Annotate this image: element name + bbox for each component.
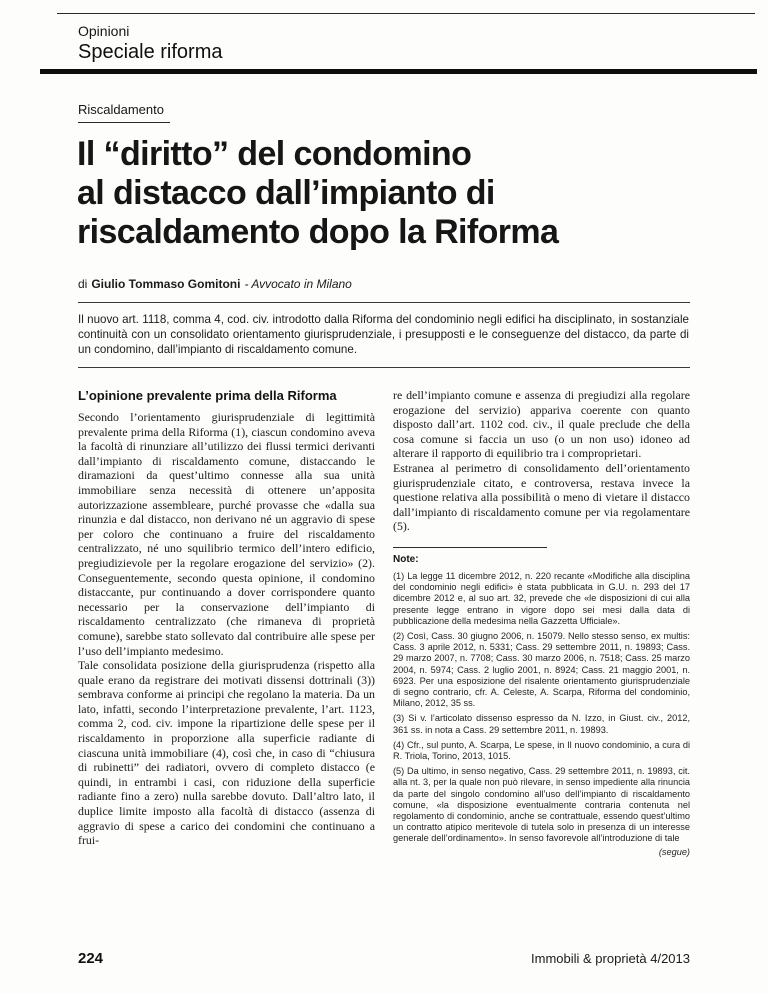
series-title: Speciale riforma [78, 41, 223, 63]
footnote-1: (1) La legge 11 dicembre 2012, n. 220 recante «Modifiche alla disciplina del condominio negli edifici» è stata pubblicata in G.U. n. 293 del 17 dicembre 2012 e, al suo art. 32, prevede che «le disposizioni di cui alla presente legge entrano in vigore dopo sei mesi dalla data di pubblicazione della medesima nella Gazzetta Ufficiale». [393, 570, 690, 626]
page-footer [78, 950, 690, 967]
notes-label: Note: [393, 553, 419, 565]
top-rule [57, 13, 755, 14]
left-column [78, 388, 375, 944]
right-column [393, 388, 690, 944]
page-number: 224 [78, 950, 104, 967]
footnote-4: (4) Cfr., sul punto, A. Scarpa, Le spese, in Il nuovo condominio, a cura di R. Triola, Torino, 2013, 1015. [393, 739, 690, 761]
article-abstract: Il nuovo art. 1118, comma 4, cod. civ. introdotto dalla Riforma del condominio negli edifici ha disciplinato, in sostanziale continuità con un consolidato orientamento giurisprudenziale, i presupposti e le conseguenze del distacco, da parte di un condomino, dall’impianto di riscaldamento comune. [78, 302, 690, 368]
notes-divider [393, 547, 547, 548]
section-kicker: Opinioni [78, 23, 130, 39]
footnote-2: (2) Così, Cass. 30 giugno 2006, n. 15079. Nello stesso senso, ex multis: Cass. 3 aprile 2012, n. 5331; Cass. 29 settembre 2011, n. 19893; Cass. 29 marzo 2007, n. 7708; Cass. 30 marzo 2006, n. 7518; Cass. 25 marzo 2004, n. 5974; Cass. 2 luglio 2001, n. 8924; Cass. 21 maggio 2001, n. 6923. Per una esposizione del risalente orientamento giurisprudenziale di segno contrario, cfr. A. Celeste, A. Scarpa, Riforma del condominio, Milano, 2012, 35 ss. [393, 630, 690, 709]
article-title-line-1: Il “diritto” del condomino [77, 135, 472, 173]
body-paragraph: Tale consolidata posizione della giurisprudenza (rispetto alla quale erano da registrare dei motivati dissensi dottrinali (3)) sembrava conforme ai principi che regolano la materia. Da un lato, infatti, secondo l’interpretazione prevalente, l’art. 1123, comma 2, cod. civ. impone la ripartizione delle spese per il riscaldamento in proporzione alla superficie radiante di ciascuna unità immobiliare (4), così che, in caso di “chiusura di rubinetti” dei radiatori, ovvero di completo distacco (e quindi, in entrambi i casi, con riduzione della superficie radiante fino a zero) nulla sarebbe dovuto. Dall’altro lato, il duplice limite imposto alla facoltà di distacco (assenza di aggravio di spese a carico dei condomini che continuano a frui- [78, 658, 375, 848]
byline [78, 277, 352, 291]
header-divider [40, 69, 757, 74]
footnote-3: (3) Si v. l’articolato dissenso espresso da N. Izzo, in Giust. civ., 2012, 361 ss. in nota a Cass. 29 settembre 2011, n. 19893. [393, 713, 690, 735]
note-continuation-marker: (segue) [658, 846, 690, 857]
body-heading: L’opinione prevalente prima della Riforma [78, 388, 337, 403]
byline-prefix: di [78, 277, 88, 291]
article-body [78, 388, 690, 944]
article-title [77, 135, 697, 252]
topic-label: Riscaldamento [78, 102, 170, 123]
journal-name: Immobili & proprietà 4/2013 [531, 951, 690, 966]
footnote-5: (5) Da ultimo, in senso negativo, Cass. 29 settembre 2011, n. 19893, cit. alla nt. 3, per la quale non può rilevare, in senso impediente alla rinuncia da parte del singolo condomino all’uso dell’impianto di riscaldamento comune, «la disposizione eventualmente contraria contenuta nel regolamento di condominio, anche se contrattuale, essendo quest’ultimo un contratto atipico meritevole di tutela solo in presenza di un interesse generale dell’ordinamento». In senso favorevole all’introduzione di tale [393, 766, 690, 844]
body-paragraph: Secondo l’orientamento giurisprudenziale di legittimità prevalente prima della Riforma (1), ciascun condomino aveva la facoltà di rinunziare all’utilizzo dei flussi termici derivanti dall’impianto di riscaldamento comune, distaccando le diramazioni da quest’ultimo connesse alla sua unità immobiliare senza necessità di ottenere un’apposita autorizzazione assembleare, purché provasse che «dalla sua rinunzia e dal distacco, non derivano né un aggravio di spese per coloro che continuano a fruire del riscaldamento centralizzato, né uno squilibrio termico dell’intero edificio, pregiudizievole per la regolare erogazione del servizio» (2). Conseguentemente, secondo questa opinione, il condomino distaccante, pur continuando a dover corrispondere quanto necessario per la conservazione dell’impianto di riscaldamento centralizzato (che rimaneva di proprietà comune), sarebbe stato sollevato dal contribuire alle spese per l’uso dell’impianto medesimo. [78, 410, 375, 658]
byline-role: - Avvocato in Milano [244, 277, 352, 291]
byline-author: Giulio Tommaso Gomitoni [91, 277, 241, 291]
body-paragraph: Estranea al perimetro di consolidamento dell’orientamento giurisprudenziale citato, e controversa, restava invece la questione relativa alla possibilità o meno di vietare il distacco dall’impianto di riscaldamento comune per via regolamentare (5). [393, 460, 690, 534]
body-paragraph: re dell’impianto comune e assenza di pregiudizi alla regolare erogazione del servizio) appariva coerente con quanto disposto dall’art. 1102 cod. civ., il quale preclude che della cosa comune si faccia un uso (o un non uso) idoneo ad alterare il rapporto di equilibrio tra i comproprietari. [393, 388, 690, 461]
notes-section [393, 547, 690, 857]
article-title-line-2: al distacco dall’impianto di [77, 174, 495, 212]
article-title-line-3: riscaldamento dopo la Riforma [77, 213, 559, 251]
